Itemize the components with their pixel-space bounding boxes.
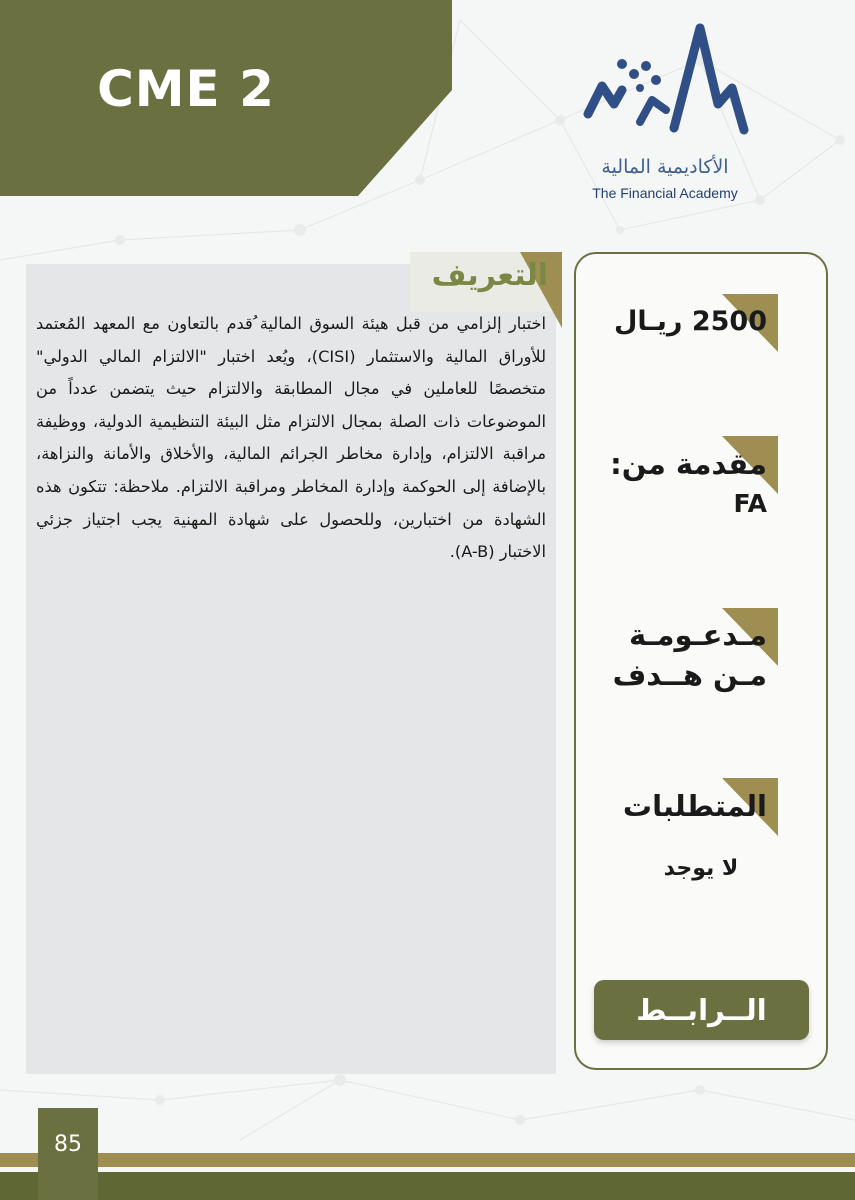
offered-by-value: FA <box>733 489 767 518</box>
price-value: 2500 ريـال <box>613 306 767 337</box>
page-number: 85 <box>54 1132 82 1157</box>
link-button-label: الــرابــط <box>636 993 767 1027</box>
link-button[interactable] <box>594 980 809 1040</box>
logo-name-arabic: الأكاديمية المالية <box>601 156 729 178</box>
requirements-value: لا يوجد <box>663 856 739 881</box>
financial-academy-logo-icon <box>582 18 750 144</box>
offered-by-label: مقدمة من: <box>610 447 767 481</box>
logo-name-english: The Financial Academy <box>592 185 738 201</box>
supported-by-line1: مـدعـومـة <box>629 618 767 652</box>
definition-title: التعريف <box>431 258 548 293</box>
supported-by-line2: مـن هــدف <box>612 658 767 692</box>
definition-body: اختبار إلزامي من قبل هيئة السوق المالية ُقدم بالتعاون مع المعهد المُعتمد للأوراق المالية والاستثمار (CISI)، ويُعد اختبار "الالتزام المالي الدولي" متخصصًا للعاملين في مجال المطابقة والالتزام حيث يتضمن عدداً من الموضوعات ذات الصلة بمجال الالتزام مثل البيئة التنظيمية الدولية، ووظيفة مراقبة الالتزام، وإدارة مخاطر الجرائم المالية، والأخلاق والأمانة والنزاهة، بالإضافة إلى الحوكمة وإدارة المخاطر ومراقبة الالتزام. ملاحظة: تتكون هذه الشهادة من اختبارين، وللحصول على شهادة المهنية يجب اجتياز جزئي الاختبار (A-B). <box>36 314 546 562</box>
footer-gold-stripe <box>0 1153 855 1167</box>
page-title: CME 2 <box>97 60 275 118</box>
footer-olive-stripe <box>0 1172 855 1200</box>
requirements-label: المتطلبات <box>622 789 767 823</box>
